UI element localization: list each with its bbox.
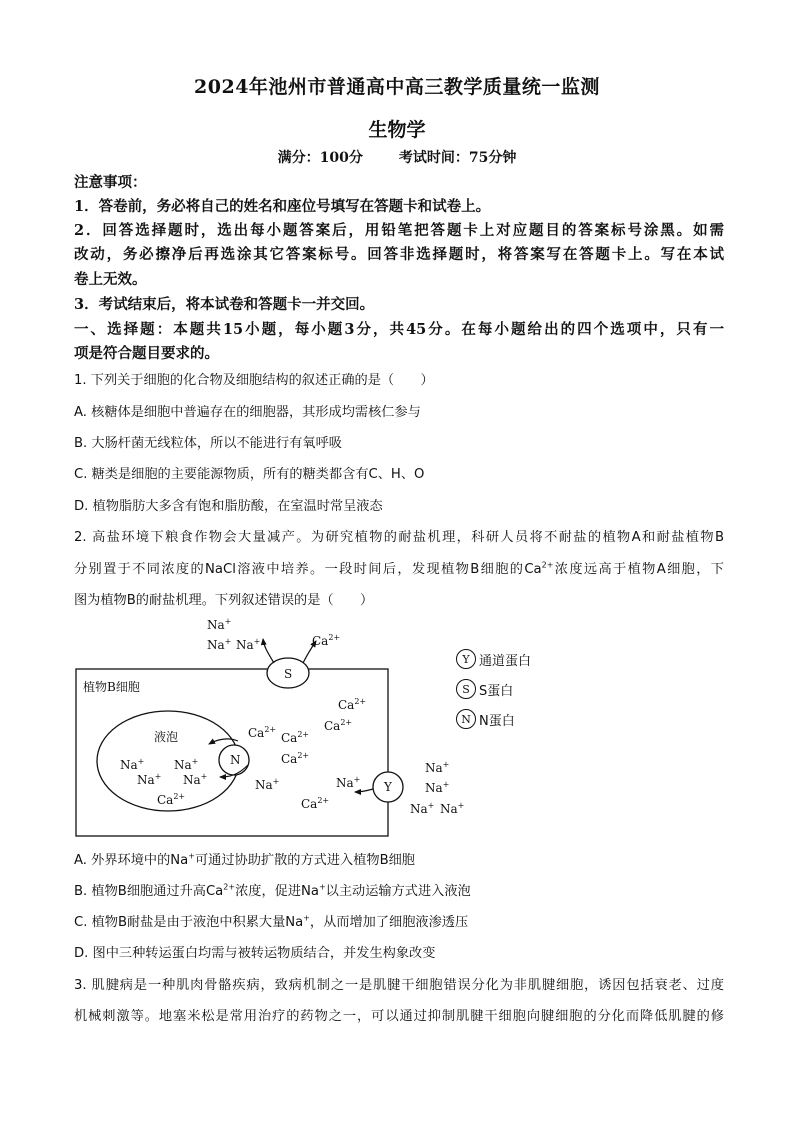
sodium-ion-label: Na+ <box>410 801 435 816</box>
calcium-ion-label: $Ca^{2+}$ <box>312 633 341 648</box>
q2-option-b: B. 植物B细胞通过升高$Ca^{2+}$浓度，促进Na+以主动运输方式进入液泡 <box>74 882 471 899</box>
sodium-ion-label: Na+ <box>336 775 361 790</box>
q1-stem: 1. 下列关于细胞的化合物及细胞结构的叙述正确的是（ ） <box>74 373 434 388</box>
q1-option-c: C. 糖类是细胞的主要能源物质，所有的糖类都含有C、H、O <box>74 467 425 482</box>
q1-option-d: D. 植物脂肪大多含有饱和脂肪酸，在室温时常呈液态 <box>74 499 383 514</box>
exam-meta <box>0 147 794 167</box>
channel-protein-icon: Y <box>456 649 476 669</box>
sodium-ion-label: Na+ <box>207 637 232 652</box>
calcium-ion-label: $Ca^{2+}$ <box>248 725 277 740</box>
notice-item-3: 3．考试结束后，将本试卷和答题卡一并交回。 <box>74 296 375 313</box>
y-protein-symbol: Y <box>384 780 392 794</box>
diagram-legend <box>456 644 531 734</box>
calcium-ion-label: $Ca^{2+}$ <box>338 697 367 712</box>
full-score: 满分：100分 <box>277 150 363 166</box>
section-1-heading-line-2: 项是符合题目要求的。 <box>74 345 219 362</box>
calcium-ion-label: $Ca^{2+}$ <box>281 751 310 766</box>
n-protein-symbol: N <box>230 753 241 767</box>
notice-item-2-line-2: 改动，务必擦净后再选涂其它答案标号。回答非选择题时，将答案写在答题卡上。写在本试 <box>74 246 724 263</box>
q2-stem-line-2: 分别置于不同浓度的NaCl溶液中培养。一段时间后，发现植物B细胞的$Ca^{2+}$浓度远高于植物A细胞，下 <box>74 560 724 577</box>
subject-title: 生物学 <box>368 119 426 141</box>
calcium-ion-label: $Ca^{2+}$ <box>324 718 353 733</box>
q2-stem-line-3: 图为植物B的耐盐机理。下列叙述错误的是（ ） <box>74 593 374 608</box>
q3-stem-line-2: 机械刺激等。地塞米松是常用治疗的药物之一，可以通过抑制肌腱干细胞向腱细胞的分化而降低肌腱的修 <box>74 1009 724 1024</box>
notice-item-1: 1．答卷前，务必将自己的姓名和座位号填写在答题卡和试卷上。 <box>74 198 491 215</box>
s-protein-symbol: S <box>284 667 293 681</box>
calcium-ion-label: $Ca^{2+}$ <box>301 796 330 811</box>
sodium-ion-label: Na+ <box>137 772 162 787</box>
notice-heading: 注意事项： <box>74 174 147 191</box>
s-na-arrow <box>263 639 274 663</box>
q2-option-a: A. 外界环境中的Na+可通过协助扩散的方式进入植物B细胞 <box>74 851 415 868</box>
legend-item-n <box>456 704 531 734</box>
q2-option-c: C. 植物B耐盐是由于液泡中积累大量Na+，从而增加了细胞液渗透压 <box>74 913 469 930</box>
q2-option-d: D. 图中三种转运蛋白均需与被转运物质结合，并发生构象改变 <box>74 946 436 961</box>
y-na-arrow <box>355 789 373 792</box>
section-1-heading-line-1: 一、选择题：本题共15小题，每小题3分，共45分。在每小题给出的四个选项中，只有一 <box>74 321 724 338</box>
sodium-ion-label: Na+ <box>207 617 232 632</box>
s-protein-legend-icon: S <box>456 679 476 699</box>
n-protein-legend-icon: N <box>456 709 476 729</box>
calcium-ion-label: $Ca^{2+}$ <box>281 730 310 745</box>
notice-item-2-line-3: 卷上无效。 <box>74 271 147 288</box>
legend-label-n: N蛋白 <box>479 713 515 729</box>
exam-title: 2024年池州市普通高中高三教学质量统一监测 <box>194 76 600 98</box>
sodium-ion-label: Na+ <box>120 757 145 772</box>
vacuole-label: 液泡 <box>154 730 179 744</box>
sodium-ion-label: Na+ <box>440 801 465 816</box>
sodium-ion-label: Na+ <box>425 780 450 795</box>
q1-option-b: B. 大肠杆菌无线粒体，所以不能进行有氧呼吸 <box>74 436 342 451</box>
sodium-ion-label: Na+ <box>183 772 208 787</box>
exam-time: 考试时间：75分钟 <box>398 150 517 166</box>
notice-item-2-line-1: 2．回答选择题时，选出每小题答案后，用铅笔把答题卡上对应题目的答案标号涂黑。如需 <box>74 222 724 239</box>
legend-label-s: S蛋白 <box>479 683 514 699</box>
sodium-ion-label: Na+ <box>174 757 199 772</box>
legend-item-s <box>456 674 531 704</box>
sodium-ion-label: Na+ <box>236 637 261 652</box>
legend-label-channel: 通道蛋白 <box>479 653 532 669</box>
q2-stem-line-1: 2. 高盐环境下粮食作物会大量减产。为研究植物的耐盐机理，科研人员将不耐盐的植物A和耐盐植物B <box>74 530 724 545</box>
sodium-ion-label: Na+ <box>255 777 280 792</box>
cell-label: 植物B细胞 <box>83 680 140 694</box>
q3-stem-line-1: 3. 肌腱病是一种肌肉骨骼疾病，致病机制之一是肌腱干细胞错误分化为非肌腱细胞，诱因包括衰老、过度 <box>74 978 724 993</box>
q1-option-a: A. 核糖体是细胞中普遍存在的细胞器，其形成均需核仁参与 <box>74 405 421 420</box>
legend-item-channel <box>456 644 531 674</box>
sodium-ion-label: Na+ <box>425 760 450 775</box>
calcium-ion-label: $Ca^{2+}$ <box>157 792 186 807</box>
